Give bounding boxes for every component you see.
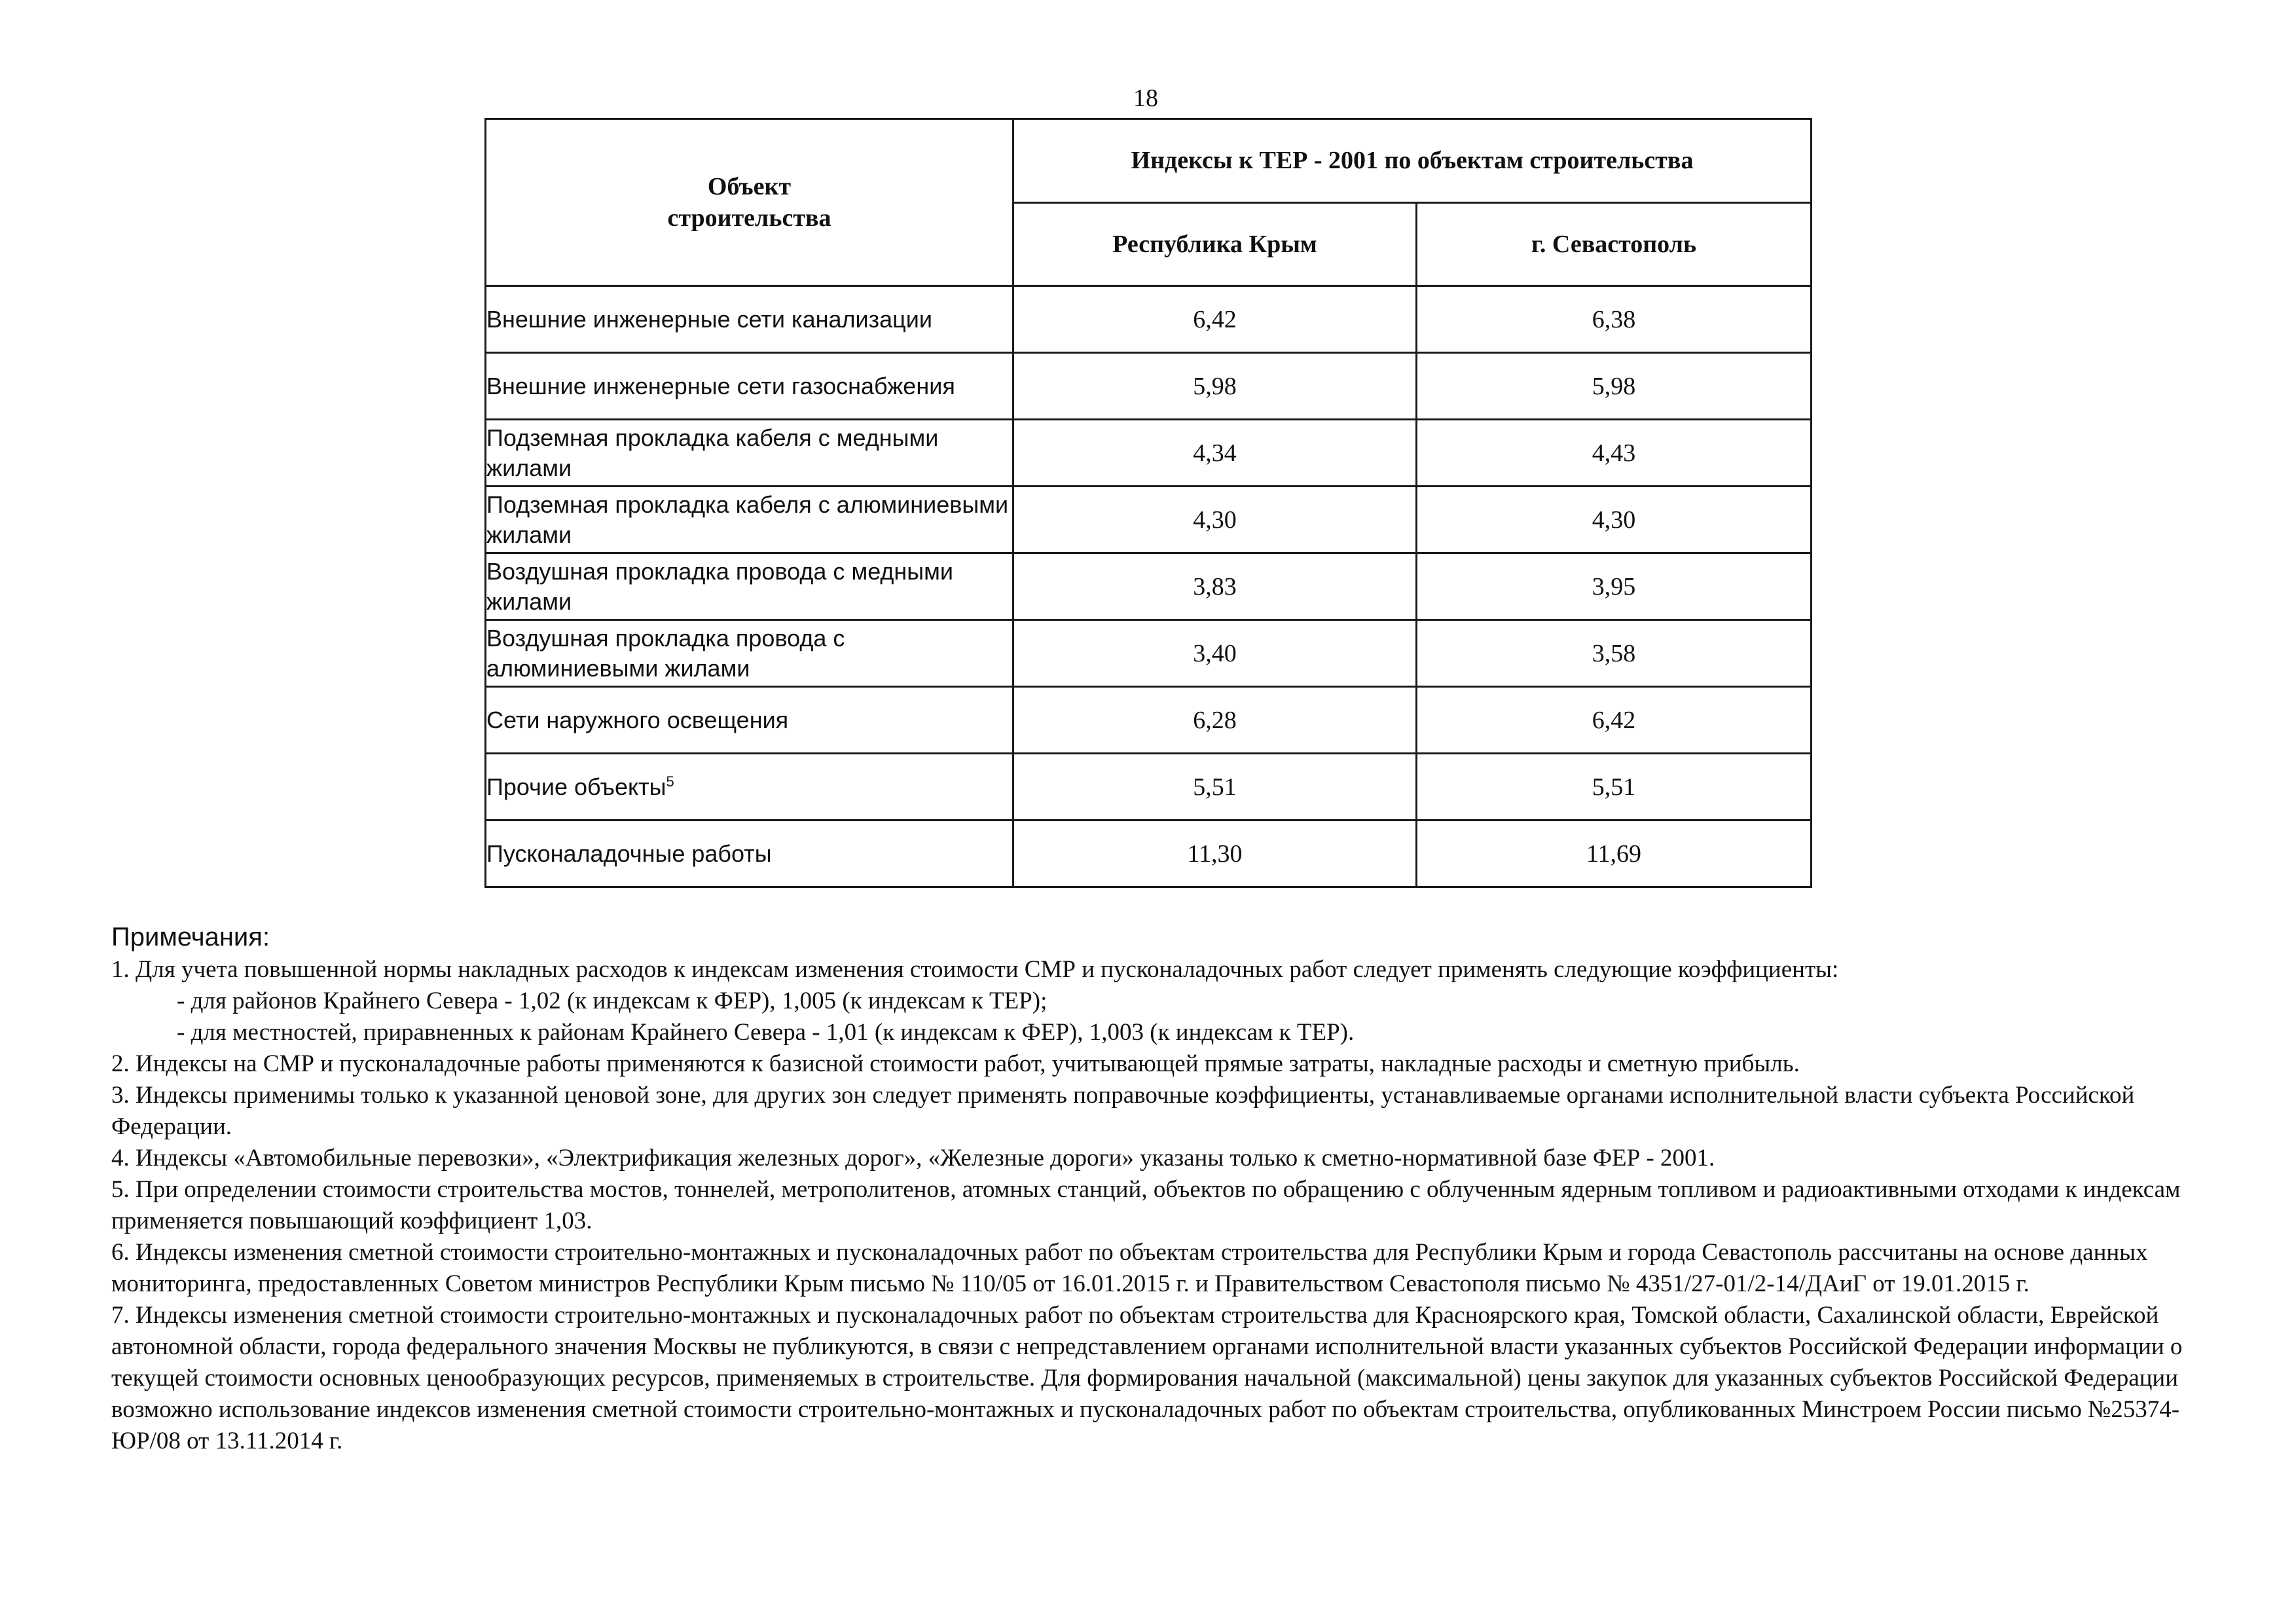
row-object-name	[486, 353, 1013, 420]
row-value-sevastopol: 4,30	[1417, 487, 1812, 553]
notes-title: Примечания:	[111, 923, 270, 951]
note-7: 7. Индексы изменения сметной стоимости строительно-монтажных и пусконаладочных работ по объектам строительства для Красноярского края, Томской области, Сахалинской области, Еврейской автономной области, города федерального значения Москвы не публикуются, в связи с непредставлением органами исполнительной власти указанных субъектов Российской Федерации информации о текущей стоимости основных ценообразующих ресурсов, применяемых в строительстве. Для формирования начальной (максимальной) цены закупок для указанных субъектов Российской Федерации возможно использование индексов изменения сметной стоимости строительно-монтажных и пусконаладочных работ по объектам строительства, опубликованных Минстроем России письмо №25374-ЮР/08 от 13.11.2014 г.	[111, 1302, 2183, 1454]
row-object-name	[486, 620, 1013, 687]
page-number: 18	[1133, 84, 1158, 112]
row-value-sevastopol: 3,58	[1417, 620, 1812, 687]
row-value-crimea: 6,28	[1013, 687, 1417, 754]
table-row	[486, 420, 1812, 487]
row-object-name-text: Прочие объекты	[486, 773, 666, 800]
header-index-group: Индексы к ТЕР - 2001 по объектам строительства	[1013, 119, 1812, 203]
note-6: 6. Индексы изменения сметной стоимости строительно-монтажных и пусконаладочных работ по объектам строительства для Республики Крым и города Севастополь рассчитаны на основе данных мониторинга, предоставленных Советом министров Республики Крым письмо № 110/05 от 16.01.2015 г. и Правительством Севастополя письмо № 4351/27-01/2-14/ДАиГ от 19.01.2015 г.	[111, 1239, 2148, 1297]
construction-index-table	[484, 118, 1812, 888]
row-value-crimea: 5,51	[1013, 754, 1417, 821]
table-body	[486, 286, 1812, 887]
note-5: 5. При определении стоимости строительства мостов, тоннелей, метрополитенов, атомных станций, объектов по обращению с облученным ядерным топливом и радиоактивными отходами к индексам применяется повышающий коэффициент 1,03.	[111, 1176, 2181, 1234]
notes-section	[111, 920, 2193, 1457]
header-object	[486, 119, 1013, 286]
row-value-crimea: 6,42	[1013, 286, 1417, 353]
row-object-name	[486, 420, 1013, 487]
header-sevastopol: г. Севастополь	[1417, 202, 1812, 286]
row-value-crimea: 11,30	[1013, 821, 1417, 887]
row-object-name-text: Воздушная прокладка провода с алюминиевыми жилами	[486, 624, 845, 682]
row-value-sevastopol: 6,38	[1417, 286, 1812, 353]
table-row	[486, 754, 1812, 821]
row-object-name-text: Внешние инженерные сети канализации	[486, 305, 932, 333]
row-value-sevastopol: 3,95	[1417, 553, 1812, 620]
row-object-name	[486, 821, 1013, 887]
note-4: 4. Индексы «Автомобильные перевозки», «Электрификация железных дорог», «Железные дороги» указаны только к сметно-нормативной базе ФЕР - 2001.	[111, 1145, 1715, 1172]
row-value-sevastopol: 6,42	[1417, 687, 1812, 754]
note-1: 1. Для учета повышенной нормы накладных расходов к индексам изменения стоимости СМР и пусконаладочных работ следует применять следующие коэффициенты:	[111, 956, 1839, 983]
row-value-crimea: 4,34	[1013, 420, 1417, 487]
row-object-name	[486, 487, 1013, 553]
table-row	[486, 286, 1812, 353]
row-object-name-text: Воздушная прокладка провода с медными жилами	[486, 557, 954, 615]
row-value-sevastopol: 4,43	[1417, 420, 1812, 487]
row-object-name	[486, 553, 1013, 620]
table-row	[486, 687, 1812, 754]
note-3: 3. Индексы применимы только к указанной ценовой зоне, для других зон следует применять поправочные коэффициенты, устанавливаемые органами исполнительной власти субъекта Российской Федерации.	[111, 1082, 2135, 1140]
row-object-name-text: Внешние инженерные сети газоснабжения	[486, 372, 955, 399]
header-object-line1: Объект	[707, 173, 792, 200]
row-object-name	[486, 687, 1013, 754]
note-2: 2. Индексы на СМР и пусконаладочные работы применяются к базисной стоимости работ, учитывающей прямые затраты, накладные расходы и сметную прибыль.	[111, 1050, 1800, 1077]
row-value-sevastopol: 5,98	[1417, 353, 1812, 420]
table-row	[486, 553, 1812, 620]
row-value-crimea: 4,30	[1013, 487, 1417, 553]
row-object-name-text: Пусконаладочные работы	[486, 840, 772, 867]
row-value-crimea: 5,98	[1013, 353, 1417, 420]
row-value-sevastopol: 5,51	[1417, 754, 1812, 821]
table-row	[486, 620, 1812, 687]
note-1b: - для местностей, приравненных к районам Крайнего Севера - 1,01 (к индексам к ФЕР), 1,003 (к индексам к ТЕР).	[177, 1019, 1355, 1046]
note-1a: - для районов Крайнего Севера - 1,02 (к индексам к ФЕР), 1,005 (к индексам к ТЕР);	[177, 987, 1048, 1014]
row-value-sevastopol: 11,69	[1417, 821, 1812, 887]
table-row	[486, 487, 1812, 553]
row-value-crimea: 3,83	[1013, 553, 1417, 620]
header-object-line2: строительства	[667, 204, 831, 232]
table-row	[486, 353, 1812, 420]
footnote-marker: 5	[666, 773, 674, 790]
row-object-name	[486, 286, 1013, 353]
table-row	[486, 821, 1812, 887]
row-object-name-text: Подземная прокладка кабеля с медными жилами	[486, 424, 939, 481]
row-value-crimea: 3,40	[1013, 620, 1417, 687]
header-crimea: Республика Крым	[1013, 202, 1417, 286]
row-object-name	[486, 754, 1013, 821]
row-object-name-text: Сети наружного освещения	[486, 706, 789, 733]
row-object-name-text: Подземная прокладка кабеля с алюминиевыми жилами	[486, 490, 1009, 548]
